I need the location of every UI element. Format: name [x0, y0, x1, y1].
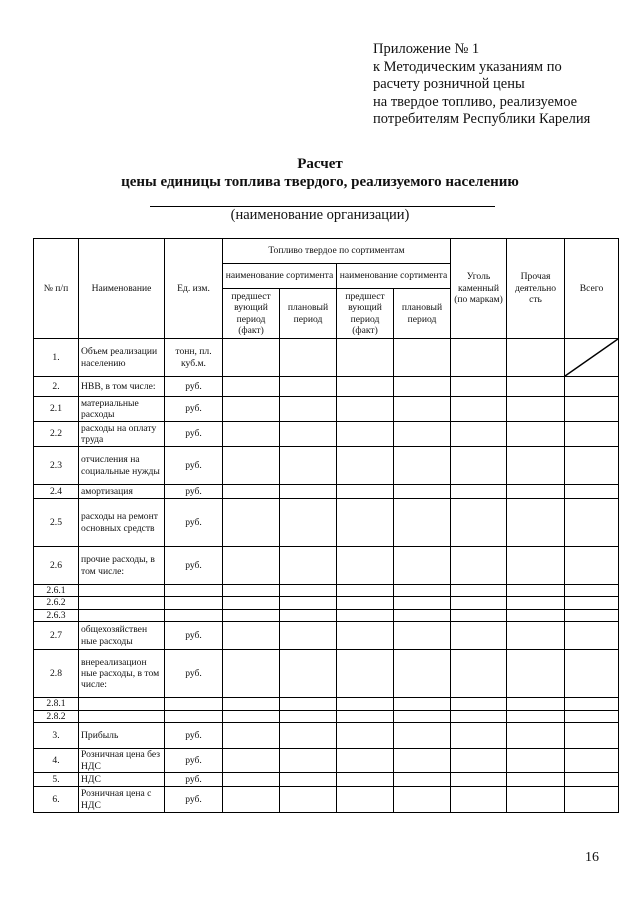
value-cell	[337, 723, 394, 749]
value-cell	[223, 499, 280, 547]
row-name: отчисления на социальные нужды	[79, 447, 165, 485]
value-cell	[223, 377, 280, 397]
value-cell	[507, 485, 565, 499]
value-cell	[223, 609, 280, 621]
value-cell	[394, 609, 451, 621]
value-cell	[394, 749, 451, 773]
row-unit: руб.	[165, 723, 223, 749]
value-cell	[223, 485, 280, 499]
value-cell	[394, 499, 451, 547]
page-number: 16	[585, 850, 599, 865]
value-cell	[223, 698, 280, 710]
row-number: 4.	[34, 749, 79, 773]
row-unit: руб.	[165, 397, 223, 422]
table-row	[34, 585, 619, 597]
row-unit	[165, 597, 223, 609]
row-name	[79, 597, 165, 609]
row-name	[79, 609, 165, 621]
title-line-1: Расчет	[297, 156, 343, 172]
table-row	[34, 485, 619, 499]
table-row	[34, 339, 619, 377]
value-cell	[451, 710, 507, 722]
document-title	[0, 155, 640, 191]
value-cell	[280, 397, 337, 422]
value-cell	[223, 339, 280, 377]
value-cell	[223, 422, 280, 447]
value-cell	[223, 597, 280, 609]
row-number: 2.6	[34, 547, 79, 585]
row-number: 2.5	[34, 499, 79, 547]
value-cell	[507, 710, 565, 722]
header-plan-2: плановый период	[394, 289, 451, 339]
header-assortment-2: наименование сортимента	[337, 264, 451, 289]
row-unit: руб.	[165, 499, 223, 547]
table-body	[34, 339, 619, 813]
row-number: 2.	[34, 377, 79, 397]
row-number: 2.1	[34, 397, 79, 422]
table-row	[34, 377, 619, 397]
value-cell	[223, 622, 280, 650]
table-row	[34, 499, 619, 547]
row-unit	[165, 698, 223, 710]
row-number: 3.	[34, 723, 79, 749]
table-row	[34, 597, 619, 609]
value-cell	[280, 609, 337, 621]
value-cell	[451, 787, 507, 813]
value-cell	[507, 397, 565, 422]
value-cell	[451, 650, 507, 698]
annex-line: Приложение № 1	[373, 41, 480, 57]
table-row	[34, 650, 619, 698]
row-unit: руб.	[165, 773, 223, 787]
annex-line: к Методическим указаниям по	[373, 58, 562, 75]
value-cell	[337, 787, 394, 813]
row-name: НВВ, в том числе:	[79, 377, 165, 397]
annex-line: расчету розничной цены	[373, 76, 525, 92]
header-coal: Уголь каменный (по маркам)	[451, 239, 507, 339]
annex-line: потребителям Республики Карелия	[373, 111, 591, 127]
row-unit: руб.	[165, 749, 223, 773]
value-cell	[337, 585, 394, 597]
value-cell	[280, 698, 337, 710]
table-row	[34, 773, 619, 787]
value-cell	[565, 609, 619, 621]
value-cell	[394, 485, 451, 499]
row-name: Объем реализации населению	[79, 339, 165, 377]
value-cell	[507, 698, 565, 710]
header-fuel-group: Топливо твердое по сортиментам	[223, 239, 451, 264]
row-number: 2.7	[34, 622, 79, 650]
value-cell	[394, 723, 451, 749]
value-cell	[394, 547, 451, 585]
value-cell	[337, 622, 394, 650]
value-cell	[223, 787, 280, 813]
annex-note	[373, 41, 590, 129]
value-cell	[451, 622, 507, 650]
value-cell	[337, 485, 394, 499]
value-cell	[565, 597, 619, 609]
row-name	[79, 710, 165, 722]
value-cell	[394, 422, 451, 447]
value-cell	[565, 773, 619, 787]
row-name: Прибыль	[79, 723, 165, 749]
row-unit: руб.	[165, 422, 223, 447]
value-cell	[394, 597, 451, 609]
value-cell	[394, 698, 451, 710]
row-unit: тонн, пл. куб.м.	[165, 339, 223, 377]
value-cell	[507, 597, 565, 609]
value-cell	[337, 609, 394, 621]
row-name: внереализацион ные расходы, в том числе:	[79, 650, 165, 698]
value-cell	[507, 339, 565, 377]
value-cell	[394, 447, 451, 485]
row-name: расходы на оплату труда	[79, 422, 165, 447]
table-row	[34, 622, 619, 650]
value-cell	[223, 650, 280, 698]
row-unit: руб.	[165, 447, 223, 485]
value-cell	[507, 723, 565, 749]
value-cell	[223, 447, 280, 485]
row-number: 2.6.3	[34, 609, 79, 621]
value-cell	[565, 499, 619, 547]
header-prev-2: предшест вующий период (факт)	[337, 289, 394, 339]
header-name: Наименование	[79, 239, 165, 339]
header-other: Прочая деятельно сть	[507, 239, 565, 339]
value-cell	[394, 622, 451, 650]
value-cell	[507, 650, 565, 698]
value-cell	[451, 499, 507, 547]
value-cell	[280, 749, 337, 773]
value-cell	[507, 499, 565, 547]
value-cell	[280, 773, 337, 787]
value-cell	[451, 609, 507, 621]
value-cell	[223, 710, 280, 722]
value-cell	[565, 650, 619, 698]
value-cell	[280, 377, 337, 397]
value-cell	[507, 787, 565, 813]
value-cell	[394, 377, 451, 397]
value-cell	[507, 609, 565, 621]
header-unit: Ед. изм.	[165, 239, 223, 339]
value-cell	[223, 585, 280, 597]
row-number: 2.4	[34, 485, 79, 499]
title-line-2: цены единицы топлива твердого, реализуемого населению	[121, 174, 519, 190]
row-name: Розничная цена без НДС	[79, 749, 165, 773]
value-cell	[394, 773, 451, 787]
row-number: 2.2	[34, 422, 79, 447]
value-cell	[280, 585, 337, 597]
value-cell	[451, 397, 507, 422]
row-name	[79, 585, 165, 597]
value-cell	[565, 485, 619, 499]
row-number: 5.	[34, 773, 79, 787]
value-cell	[451, 547, 507, 585]
row-unit	[165, 609, 223, 621]
value-cell	[507, 773, 565, 787]
value-cell	[565, 710, 619, 722]
table-row	[34, 710, 619, 722]
value-cell	[223, 749, 280, 773]
value-cell	[280, 650, 337, 698]
table-row	[34, 422, 619, 447]
diagonal-strike-cell	[565, 339, 619, 377]
value-cell	[451, 377, 507, 397]
value-cell	[394, 710, 451, 722]
value-cell	[565, 698, 619, 710]
value-cell	[565, 622, 619, 650]
value-cell	[394, 787, 451, 813]
table-row	[34, 609, 619, 621]
value-cell	[451, 773, 507, 787]
value-cell	[451, 422, 507, 447]
value-cell	[337, 499, 394, 547]
row-unit: руб.	[165, 547, 223, 585]
row-unit: руб.	[165, 485, 223, 499]
value-cell	[565, 397, 619, 422]
value-cell	[280, 447, 337, 485]
value-cell	[394, 585, 451, 597]
row-name: НДС	[79, 773, 165, 787]
value-cell	[337, 749, 394, 773]
value-cell	[451, 585, 507, 597]
value-cell	[337, 547, 394, 585]
value-cell	[223, 547, 280, 585]
value-cell	[451, 749, 507, 773]
header-prev-1: предшест вующий период (факт)	[223, 289, 280, 339]
row-name: Розничная цена с НДС	[79, 787, 165, 813]
value-cell	[565, 723, 619, 749]
value-cell	[451, 597, 507, 609]
value-cell	[394, 397, 451, 422]
table-row	[34, 547, 619, 585]
row-number: 2.8	[34, 650, 79, 698]
value-cell	[223, 723, 280, 749]
value-cell	[280, 499, 337, 547]
value-cell	[451, 447, 507, 485]
value-cell	[565, 377, 619, 397]
row-number: 2.8.1	[34, 698, 79, 710]
value-cell	[507, 585, 565, 597]
row-unit: руб.	[165, 622, 223, 650]
row-number: 6.	[34, 787, 79, 813]
value-cell	[565, 787, 619, 813]
value-cell	[280, 339, 337, 377]
row-unit: руб.	[165, 650, 223, 698]
value-cell	[394, 650, 451, 698]
value-cell	[280, 547, 337, 585]
value-cell	[337, 710, 394, 722]
value-cell	[280, 723, 337, 749]
table-row	[34, 698, 619, 710]
value-cell	[565, 585, 619, 597]
value-cell	[451, 485, 507, 499]
row-name	[79, 698, 165, 710]
table-row	[34, 447, 619, 485]
table-row	[34, 787, 619, 813]
row-unit	[165, 585, 223, 597]
header-num: № п/п	[34, 239, 79, 339]
row-name: общехозяйствен ные расходы	[79, 622, 165, 650]
value-cell	[280, 787, 337, 813]
row-unit	[165, 710, 223, 722]
value-cell	[280, 422, 337, 447]
row-name: амортизация	[79, 485, 165, 499]
value-cell	[280, 710, 337, 722]
value-cell	[507, 422, 565, 447]
value-cell	[451, 698, 507, 710]
row-number: 2.3	[34, 447, 79, 485]
value-cell	[337, 422, 394, 447]
row-number: 2.6.2	[34, 597, 79, 609]
table-header	[34, 239, 619, 339]
value-cell	[337, 773, 394, 787]
row-unit: руб.	[165, 787, 223, 813]
value-cell	[451, 339, 507, 377]
value-cell	[507, 447, 565, 485]
row-name: прочие расходы, в том числе:	[79, 547, 165, 585]
organization-name-hint: (наименование организации)	[230, 207, 410, 223]
value-cell	[507, 622, 565, 650]
annex-line: на твердое топливо, реализуемое	[373, 93, 578, 110]
value-cell	[337, 397, 394, 422]
value-cell	[394, 339, 451, 377]
row-name: расходы на ремонт основных средств	[79, 499, 165, 547]
row-number: 2.6.1	[34, 585, 79, 597]
value-cell	[280, 597, 337, 609]
value-cell	[337, 698, 394, 710]
table-row	[34, 723, 619, 749]
value-cell	[337, 377, 394, 397]
calculation-table	[33, 238, 619, 813]
value-cell	[451, 723, 507, 749]
header-plan-1: плановый период	[280, 289, 337, 339]
value-cell	[507, 377, 565, 397]
value-cell	[565, 547, 619, 585]
row-number: 1.	[34, 339, 79, 377]
value-cell	[565, 422, 619, 447]
value-cell	[507, 547, 565, 585]
table-row	[34, 397, 619, 422]
value-cell	[337, 597, 394, 609]
row-number: 2.8.2	[34, 710, 79, 722]
value-cell	[337, 650, 394, 698]
header-total: Всего	[565, 239, 619, 339]
value-cell	[280, 622, 337, 650]
value-cell	[223, 397, 280, 422]
value-cell	[507, 749, 565, 773]
value-cell	[337, 447, 394, 485]
value-cell	[565, 447, 619, 485]
row-unit: руб.	[165, 377, 223, 397]
value-cell	[565, 749, 619, 773]
value-cell	[337, 339, 394, 377]
header-assortment-1: наименование сортимента	[223, 264, 337, 289]
table-row	[34, 749, 619, 773]
row-name: материальные расходы	[79, 397, 165, 422]
value-cell	[280, 485, 337, 499]
value-cell	[223, 773, 280, 787]
